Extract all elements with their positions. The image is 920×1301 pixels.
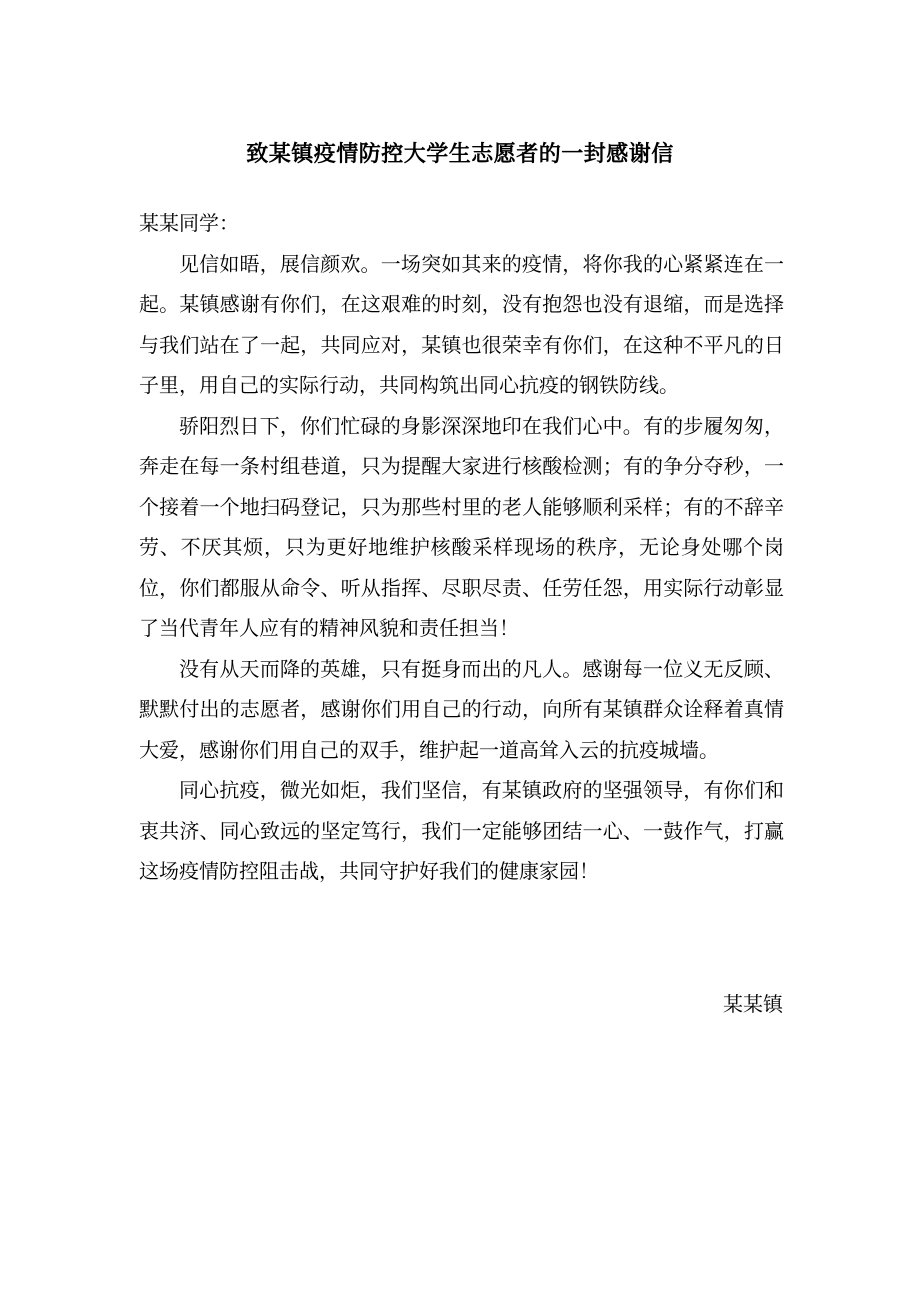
letter-paragraph-1: 见信如晤，展信颜欢。一场突如其来的疫情，将你我的心紧紧连在一起。某镇感谢有你们，在这艰难的时刻，没有抱怨也没有退缩，而是选择与我们站在了一起，共同应对，某镇也很荣幸有你们，在这种不平凡的日子里，用自己的实际行动，共同构筑出同心抗疫的钢铁防线。 bbox=[139, 251, 784, 397]
letter-paragraph-4: 同心抗疫，微光如炬，我们坚信，有某镇政府的坚强领导，有你们和衷共济、同心致远的坚定笃行，我们一定能够团结一心、一鼓作气，打赢这场疫情防控阻击战，共同守护好我们的健康家园！ bbox=[139, 778, 784, 883]
letter-paragraph-3: 没有从天而降的英雄，只有挺身而出的凡人。感谢每一位义无反顾、默默付出的志愿者，感谢你们用自己的行动，向所有某镇群众诠释着真情大爱，感谢你们用自己的双手，维护起一道高耸入云的抗疫城墙。 bbox=[139, 656, 784, 762]
letter-body bbox=[139, 203, 784, 892]
letter-paragraph-2: 骄阳烈日下，你们忙碌的身影深深地印在我们心中。有的步履匆匆，奔走在每一条村组巷道，只为提醒大家进行核酸检测；有的争分夺秒，一个接着一个地扫码登记，只为那些村里的老人能够顺利采样；有的不辞辛劳、不厌其烦，只为更好地维护核酸采样现场的秩序，无论身处哪个岗位，你们都服从命令、听从指挥、尽职尽责、任劳任怨，用实际行动彰显了当代青年人应有的精神风貌和责任担当！ bbox=[139, 413, 784, 640]
letter-signature: 某某镇 bbox=[723, 992, 783, 1016]
letter-salutation: 某某同学： bbox=[139, 211, 239, 235]
letter-title: 致某镇疫情防控大学生志愿者的一封感谢信 bbox=[246, 142, 674, 167]
